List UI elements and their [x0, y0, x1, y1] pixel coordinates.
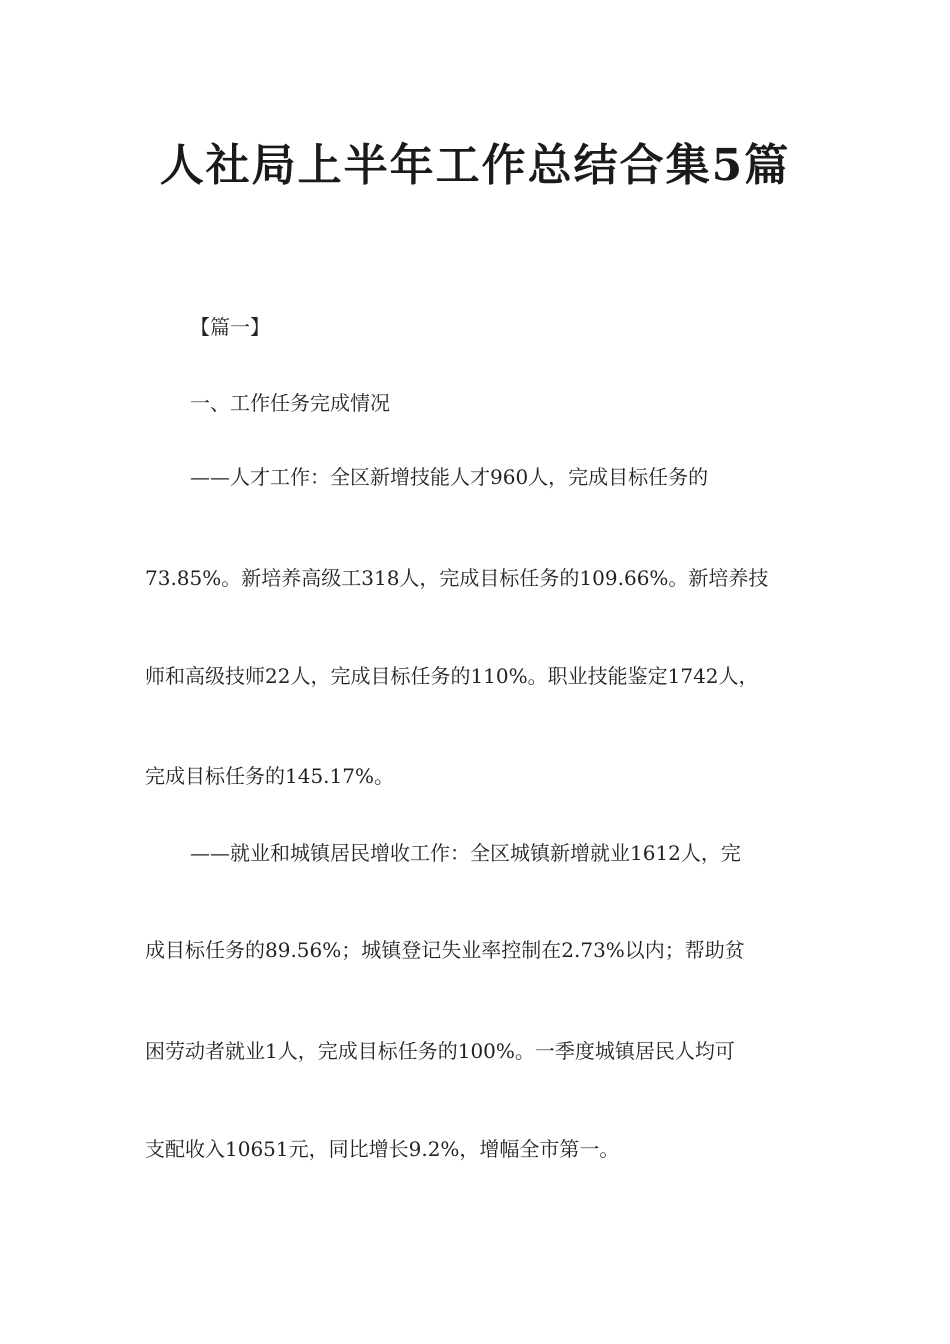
paragraph-talent-line-4: 完成目标任务的145.17%。: [145, 764, 394, 788]
paragraph-employment-line-1: ——就业和城镇居民增收工作：全区城镇新增就业1612人，完: [190, 841, 741, 865]
section-heading-part-one: 【篇一】: [190, 315, 270, 339]
subheading-task-completion: 一、工作任务完成情况: [190, 391, 390, 415]
paragraph-employment-line-4: 支配收入10651元，同比增长9.2%，增幅全市第一。: [145, 1137, 620, 1161]
paragraph-employment-line-3: 困劳动者就业1人，完成目标任务的100%。一季度城镇居民人均可: [145, 1039, 735, 1063]
paragraph-employment-line-2: 成目标任务的89.56%；城镇登记失业率控制在2.73%以内；帮助贫: [145, 938, 745, 962]
paragraph-talent-line-2: 73.85%。新培养高级工318人，完成目标任务的109.66%。新培养技: [145, 566, 769, 590]
paragraph-talent-line-1: ——人才工作：全区新增技能人才960人，完成目标任务的: [190, 465, 709, 489]
document-title: 人社局上半年工作总结合集5篇: [159, 140, 791, 191]
paragraph-talent-line-3: 师和高级技师22人，完成目标任务的110%。职业技能鉴定1742人，: [145, 664, 759, 688]
